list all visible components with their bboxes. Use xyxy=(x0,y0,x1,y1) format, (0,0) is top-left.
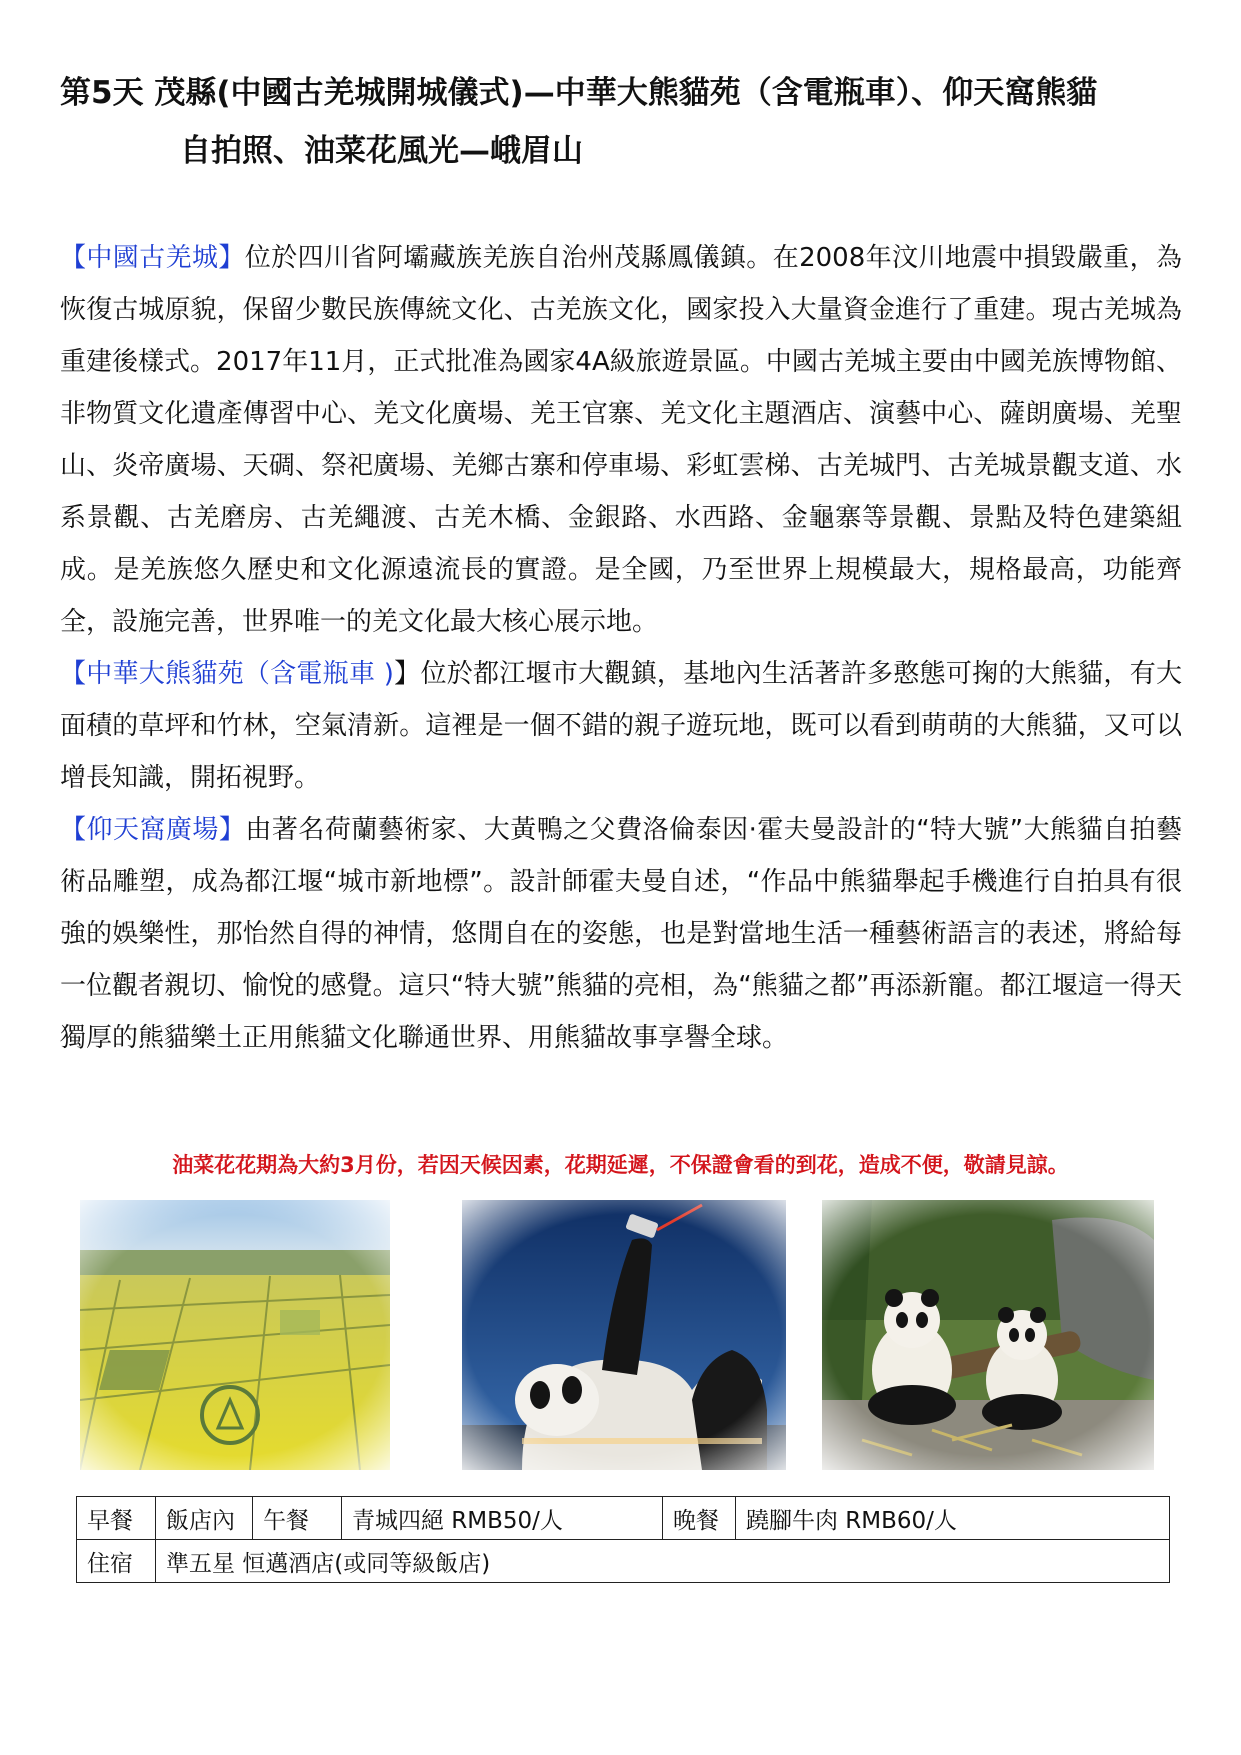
day-title-line1: 第5天 茂縣(中國古羌城開城儀式)—中華大熊貓苑（含電瓶車）、仰天窩熊貓 xyxy=(60,75,1098,111)
pandas-eating-bamboo-photo xyxy=(822,1200,1154,1470)
lodging-value: 準五星 恒邁酒店(或同等級飯店) xyxy=(156,1540,1170,1583)
meals-lodging-table xyxy=(76,1496,1170,1583)
section-text: 位於都江堰市大觀鎮，基地內生活著許多憨態可掬的大熊貓，有大面積的草坪和竹林，空氣清新。這裡是一個不錯的親子遊玩地，既可以看到萌萌的大熊貓，又可以增長知識，開拓視野。 xyxy=(60,659,1182,793)
section-heading: 【仰天窩廣場】 xyxy=(60,815,246,845)
section-panda-park xyxy=(60,648,1182,804)
rapeseed-notice: 油菜花花期為大約3月份，若因天候因素，花期延遲，不保證會看的到花，造成不便，敬請見諒。 xyxy=(172,1153,1069,1177)
breakfast-label: 早餐 xyxy=(77,1497,156,1540)
section-text: 由著名荷蘭藝術家、大黃鴨之父費洛倫泰因·霍夫曼設計的“特大號”大熊貓自拍藝術品雕塑，成為都江堰“城市新地標”。設計師霍夫曼自述，“作品中熊貓舉起手機進行自拍具有很強的娛樂性，那怡然自得的神情，悠閒自在的姿態，也是對當地生活一種藝術語言的表述，將給每一位觀者親切、愉悅的感覺。這只“特大號”熊貓的亮相，為“熊貓之都”再添新寵。都江堰這一得天獨厚的熊貓樂土正用熊貓文化聯通世界、用熊貓故事享譽全球。 xyxy=(60,815,1182,1053)
section-heading: 【中國古羌城】 xyxy=(60,243,245,273)
section-ancient-qiang-city xyxy=(60,232,1182,648)
section-text: 位於四川省阿壩藏族羌族自治州茂縣鳳儀鎮。在2008年汶川地震中損毀嚴重，為恢復古城原貌，保留少數民族傳統文化、古羌族文化，國家投入大量資金進行了重建。現古羌城為重建後樣式。2017年11月，正式批准為國家4A級旅遊景區。中國古羌城主要由中國羌族博物館、非物質文化遺產傳習中心、羌文化廣場、羌王官寨、羌文化主題酒店、演藝中心、薩朗廣場、羌聖山、炎帝廣場、天碉、祭祀廣場、羌鄉古寨和停車場、彩虹雲梯、古羌城門、古羌城景觀支道、水系景觀、古羌磨房、古羌繩渡、古羌木橋、金銀路、水西路、金龜寨等景觀、景點及特色建築組成。是羌族悠久歷史和文化源遠流長的實證。是全國，乃至世界上規模最大，規格最高，功能齊全，設施完善，世界唯一的羌文化最大核心展示地。 xyxy=(60,243,1182,637)
breakfast-value: 飯店內 xyxy=(156,1497,253,1540)
section-heading-end: 】 xyxy=(393,659,421,689)
table-row xyxy=(77,1540,1170,1583)
lunch-label: 午餐 xyxy=(253,1497,342,1540)
day-title-line2: 自拍照、油菜花風光—峨眉山 xyxy=(180,133,583,169)
table-row xyxy=(77,1497,1170,1540)
lodging-label: 住宿 xyxy=(77,1540,156,1583)
lunch-value: 青城四絕 RMB50/人 xyxy=(342,1497,663,1540)
rapeseed-field-photo xyxy=(80,1200,390,1470)
dinner-label: 晚餐 xyxy=(663,1497,736,1540)
section-yangtianwo-square xyxy=(60,804,1182,1064)
itinerary-body xyxy=(60,232,1182,1064)
dinner-value: 蹺腳牛肉 RMB60/人 xyxy=(736,1497,1170,1540)
day-title xyxy=(60,64,1190,180)
panda-selfie-sculpture-photo xyxy=(462,1200,786,1470)
section-heading: 【中華大熊貓苑（含電瓶車 ) xyxy=(60,659,394,689)
